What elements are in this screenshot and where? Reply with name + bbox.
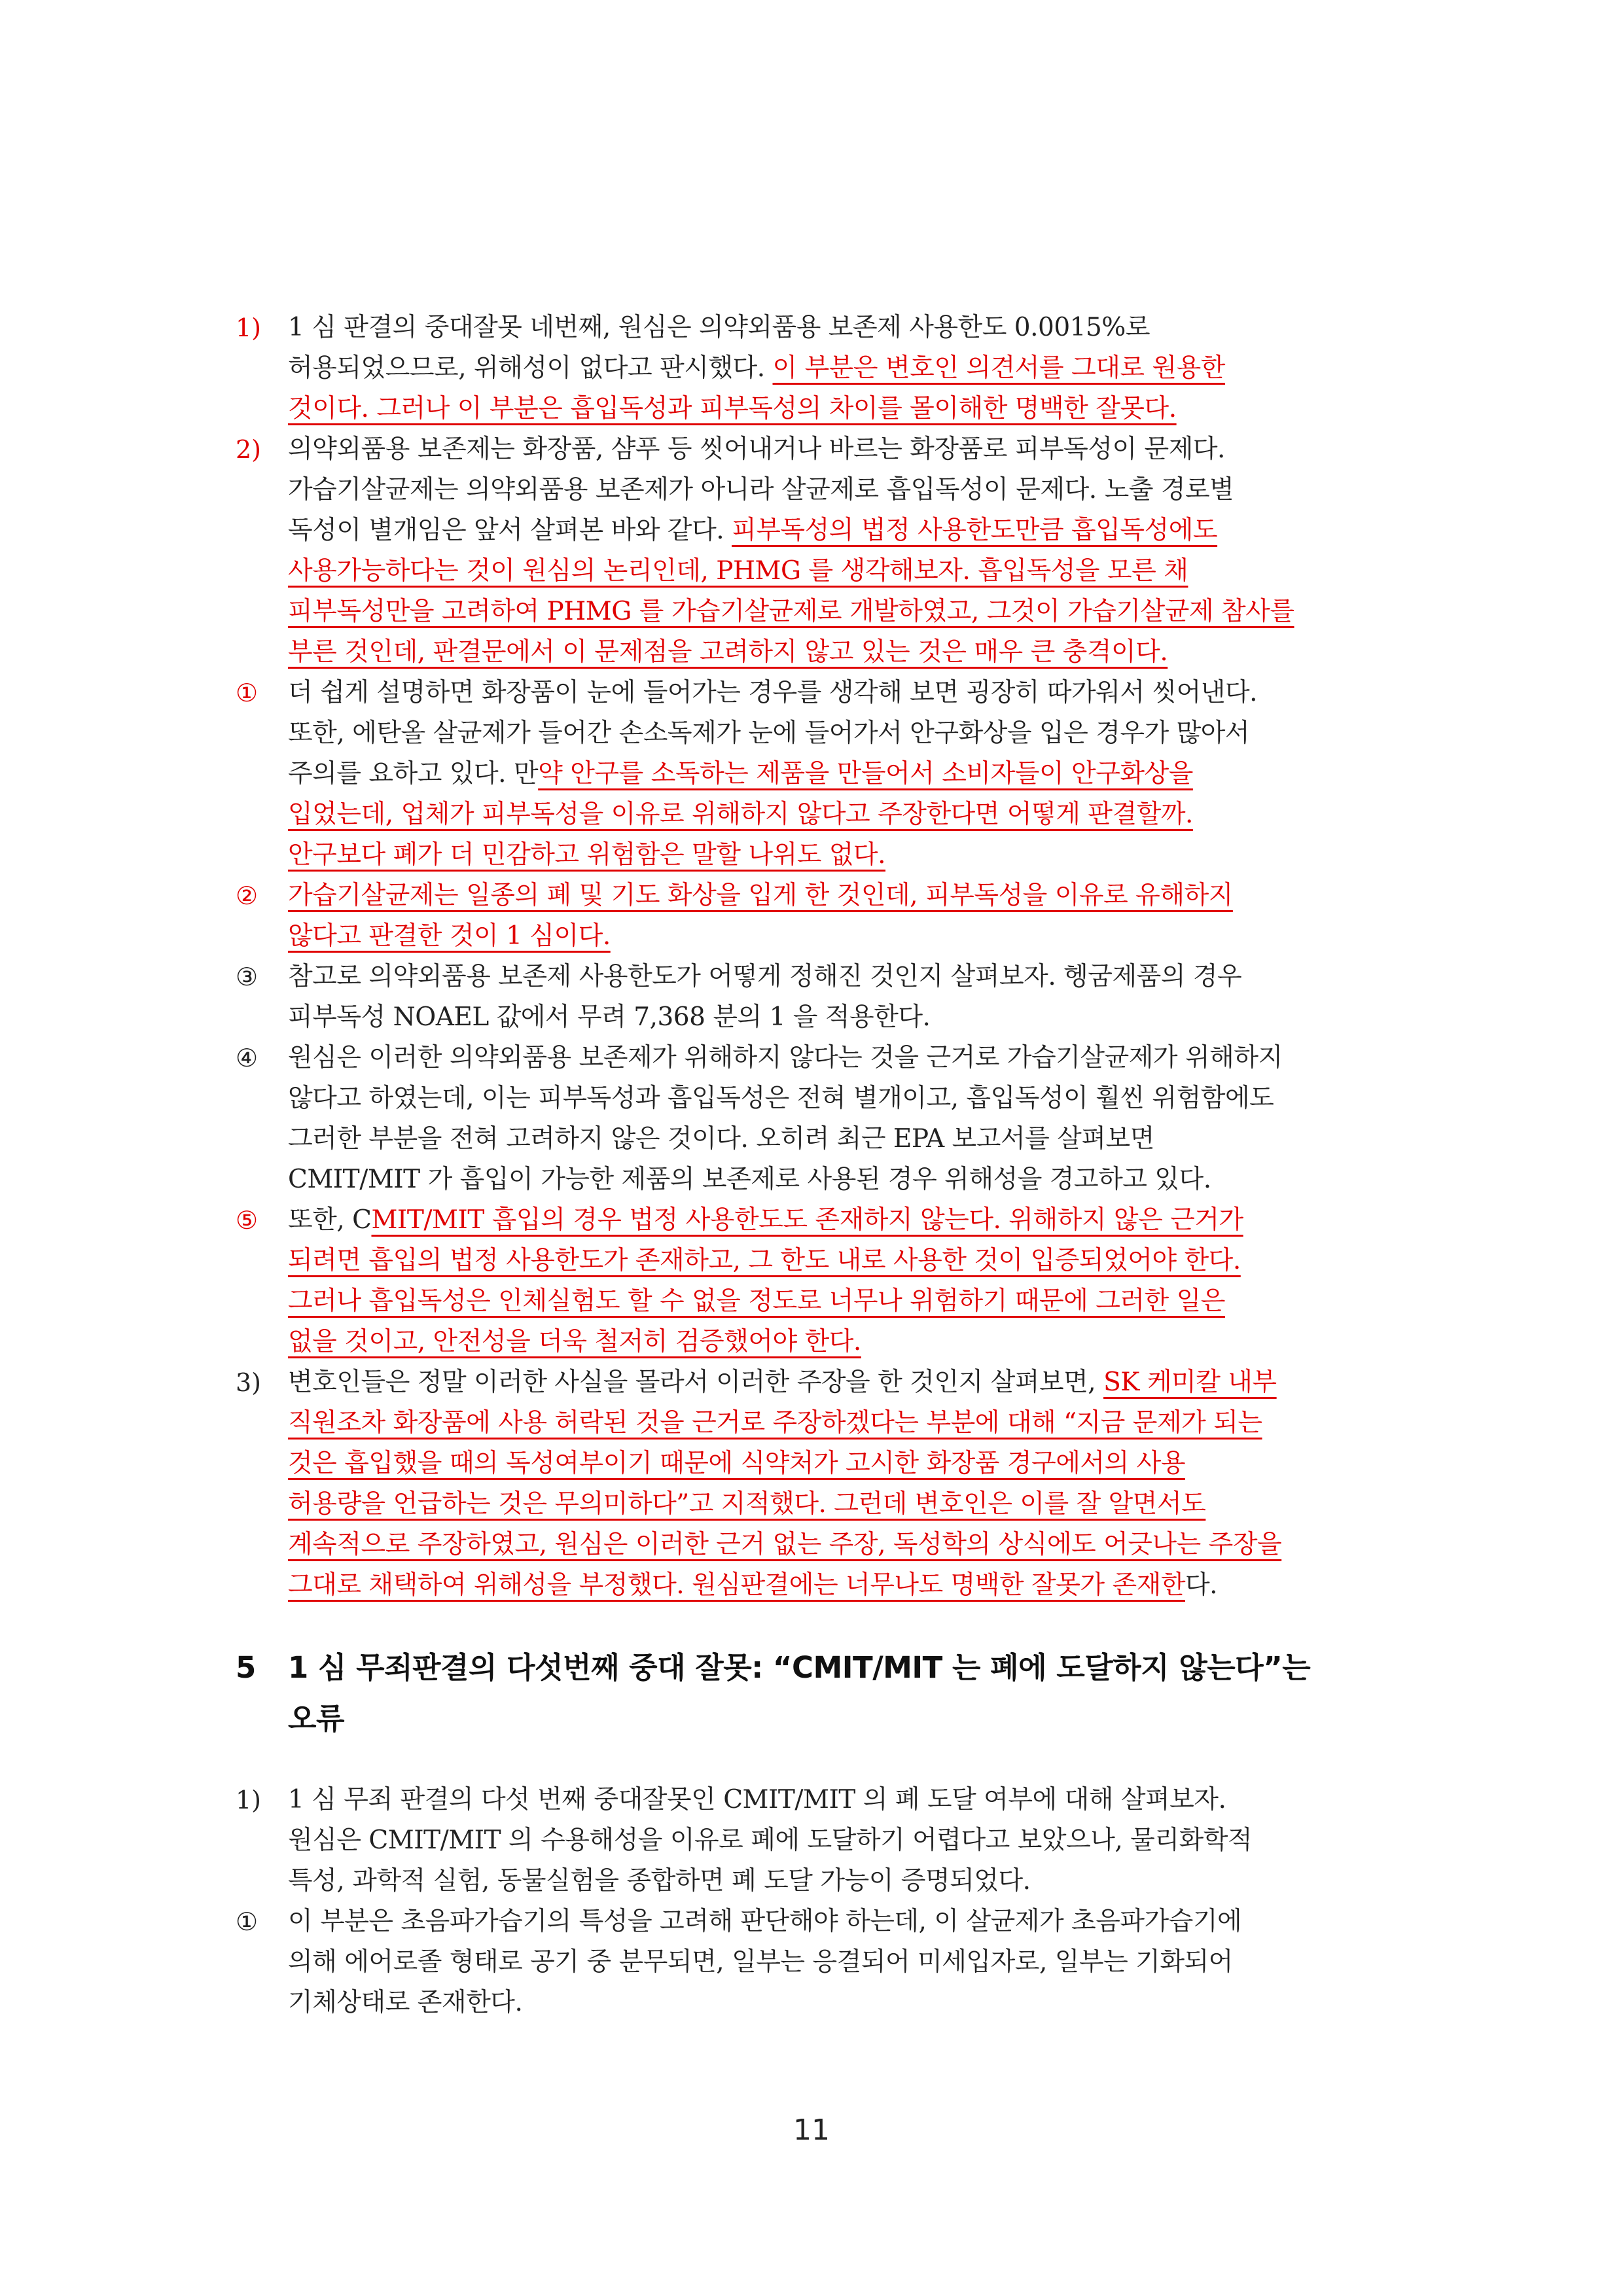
section-number: 5: [236, 1650, 257, 1685]
text-line: [288, 1281, 1414, 1322]
list-block-2: [236, 1780, 1414, 2023]
list-item-text: [288, 957, 1414, 1038]
text-segment: 1 심 판결의 중대잘못 네번째, 원심은 의약외품용 보존제 사용한도 0.0015%로: [288, 313, 1150, 342]
highlighted-text: 것은 흡입했을 때의 독성여부이기 때문에 식약처가 고시한 화장품 경구에서의 사용: [288, 1449, 1185, 1478]
text-line: [288, 1200, 1414, 1241]
text-line: [288, 916, 1414, 957]
text-line: [288, 429, 1414, 470]
text-segment: CMIT/MIT 가 흡입이 가능한 제품의 보존제로 사용된 경우 위해성을 경고하고 있다.: [288, 1165, 1211, 1194]
text-segment: 변호인들은 정말 이러한 사실을 몰라서 이러한 주장을 한 것인지 살펴보면,: [288, 1368, 1104, 1397]
text-line: [288, 754, 1414, 794]
text-segment: 참고로 의약외품용 보존제 사용한도가 어떻게 정해진 것인지 살펴보자. 헹굼제품의 경우: [288, 962, 1242, 991]
highlighted-text: 사용가능하다는 것이 원심의 논리인데, PHMG 를 생각해보자. 흡입독성을 모른 채: [288, 556, 1188, 586]
list-item-text: [288, 1780, 1414, 1901]
text-line: [288, 1403, 1414, 1443]
list-marker: ①: [236, 1907, 259, 1936]
text-segment: 가습기살균제는 의약외품용 보존제가 아니라 살균제로 흡입독성이 문제다. 노출 경로별: [288, 475, 1234, 504]
highlighted-text: 입었는데, 업체가 피부독성을 이유로 위해하지 않다고 주장한다면 어떻게 판결할까.: [288, 800, 1193, 829]
text-line: [288, 1820, 1414, 1861]
text-segment: 더 쉽게 설명하면 화장품이 눈에 들어가는 경우를 생각해 보면 굉장히 따가워서 씻어낸다.: [288, 678, 1258, 707]
text-line: [288, 713, 1414, 754]
text-line: [288, 1942, 1414, 1983]
highlighted-text: 없을 것이고, 안전성을 더욱 철저히 검증했어야 한다.: [288, 1327, 861, 1356]
list-item: [236, 1362, 1414, 1606]
list-item: [236, 1780, 1414, 1901]
text-line: [288, 1780, 1414, 1820]
text-line: [288, 1241, 1414, 1281]
text-segment: 의해 에어로졸 형태로 공기 중 분무되면, 일부는 응결되어 미세입자로, 일부는 기화되어: [288, 1947, 1233, 1977]
highlighted-text: SK 케미칼 내부: [1103, 1368, 1277, 1397]
highlighted-text: 피부독성만을 고려하여 PHMG 를 가습기살균제로 개발하였고, 그것이 가습기살균제 참사를: [288, 597, 1294, 626]
highlighted-text: MIT/MIT 흡입의 경우 법정 사용한도도 존재하지 않는다. 위해하지 않은 근거가: [371, 1205, 1243, 1235]
list-item-text: [288, 1200, 1414, 1362]
text-line: [288, 1525, 1414, 1565]
list-marker: 1): [236, 1786, 262, 1814]
text-line: [288, 308, 1414, 348]
text-line: [288, 1983, 1414, 2023]
section-title-line: 오류: [288, 1701, 344, 1736]
highlighted-text: 이 부분은 변호인 의견서를 그대로 원용한: [772, 353, 1225, 383]
text-line: [288, 592, 1414, 632]
text-line: [288, 1119, 1414, 1159]
text-line: [288, 1861, 1414, 1901]
text-line: [288, 1565, 1414, 1606]
list-marker: ③: [236, 963, 259, 991]
highlighted-text: 것이다. 그러나 이 부분은 흡입독성과 피부독성의 차이를 몰이해한 명백한 잘못다.: [288, 394, 1177, 423]
list-marker: 3): [236, 1368, 262, 1397]
text-line: [288, 794, 1414, 835]
text-line: [288, 997, 1414, 1038]
text-segment: 기체상태로 존재한다.: [288, 1988, 523, 2017]
text-segment: 특성, 과학적 실험, 동물실험을 종합하면 폐 도달 가능이 증명되었다.: [288, 1866, 1031, 1896]
text-line: [288, 1038, 1414, 1078]
list-item: [236, 875, 1414, 957]
text-line: [288, 1901, 1414, 1942]
highlighted-text: 직원조차 화장품에 사용 허락된 것을 근거로 주장하겠다는 부분에 대해 “지금 문제가 되는: [288, 1408, 1262, 1438]
text-segment: 의약외품용 보존제는 화장품, 샴푸 등 씻어내거나 바르는 화장품로 피부독성이 문제다.: [288, 434, 1225, 464]
list-item: [236, 1200, 1414, 1362]
text-segment: 허용되었으므로, 위해성이 없다고 판시했다.: [288, 353, 773, 383]
highlighted-text: 안구보다 폐가 더 민감하고 위험함은 말할 나위도 없다.: [288, 840, 886, 870]
list-item-text: [288, 875, 1414, 957]
section-title-line: 1 심 무죄판결의 다섯번째 중대 잘못: “CMIT/MIT 는 폐에 도달하지 않는다”는: [288, 1650, 1311, 1685]
text-line: [288, 957, 1414, 997]
list-item-text: [288, 308, 1414, 429]
list-marker: 2): [236, 435, 262, 464]
list-item-text: [288, 1901, 1414, 2023]
document-body: [236, 308, 1414, 2023]
text-line: [288, 875, 1414, 916]
list-item: [236, 429, 1414, 673]
text-line: [288, 1159, 1414, 1200]
text-segment: 그러한 부분을 전혀 고려하지 않은 것이다. 오히려 최근 EPA 보고서를 살펴보면: [288, 1124, 1154, 1154]
text-line: [288, 389, 1414, 429]
text-segment: 이 부분은 초음파가습기의 특성을 고려해 판단해야 하는데, 이 살균제가 초음파가습기에: [288, 1907, 1242, 1936]
text-line: [288, 835, 1414, 875]
list-item-text: [288, 429, 1414, 673]
text-segment: 않다고 하였는데, 이는 피부독성과 흡입독성은 전혀 별개이고, 흡입독성이 훨씬 위험함에도: [288, 1084, 1274, 1113]
text-line: [288, 551, 1414, 592]
page-number: 11: [793, 2113, 830, 2147]
list-item: [236, 1038, 1414, 1200]
list-marker: 1): [236, 313, 262, 342]
text-segment: 원심은 CMIT/MIT 의 수용해성을 이유로 폐에 도달하기 어렵다고 보았으나, 물리화학적: [288, 1826, 1253, 1855]
list-block-1: [236, 308, 1414, 1606]
text-line: [288, 1078, 1414, 1119]
list-item-text: [288, 1038, 1414, 1200]
text-line: [288, 1322, 1414, 1362]
list-item: [236, 957, 1414, 1038]
highlighted-text: 계속적으로 주장하였고, 원심은 이러한 근거 없는 주장, 독성학의 상식에도 어긋나는 주장을: [288, 1530, 1282, 1559]
section-title: [288, 1642, 1414, 1744]
text-line: [288, 1484, 1414, 1525]
text-line: [288, 348, 1414, 389]
text-line: [288, 470, 1414, 510]
text-line: [288, 673, 1414, 713]
highlighted-text: 가습기살균제는 일종의 폐 및 기도 화상을 입게 한 것인데, 피부독성을 이유로 유해하지: [288, 881, 1233, 910]
text-segment: 원심은 이러한 의약외품용 보존제가 위해하지 않다는 것을 근거로 가습기살균제가 위해하지: [288, 1043, 1283, 1072]
text-segment: 주의를 요하고 있다. 만: [288, 759, 539, 788]
highlighted-text: 허용량을 언급하는 것은 무의미하다”고 지적했다. 그런데 변호인은 이를 잘 알면서도: [288, 1489, 1206, 1519]
highlighted-text: 되려면 흡입의 법정 사용한도가 존재하고, 그 한도 내로 사용한 것이 입증되었어야 한다.: [288, 1246, 1241, 1275]
list-item: [236, 1901, 1414, 2023]
text-segment: 또한, C: [288, 1205, 372, 1235]
highlighted-text: 피부독성의 법정 사용한도만큼 흡입독성에도: [732, 516, 1218, 545]
highlighted-text: 부른 것인데, 판결문에서 이 문제점을 고려하지 않고 있는 것은 매우 큰 충격이다.: [288, 637, 1168, 667]
highlighted-text: 그러나 흡입독성은 인체실험도 할 수 없을 정도로 너무나 위험하기 때문에 그러한 일은: [288, 1286, 1225, 1316]
list-marker: ②: [236, 881, 259, 910]
list-item-text: [288, 673, 1414, 875]
list-item: [236, 673, 1414, 875]
list-marker: ④: [236, 1044, 259, 1072]
text-segment: 피부독성 NOAEL 값에서 무려 7,368 분의 1 을 적용한다.: [288, 1002, 931, 1032]
text-line: [288, 1443, 1414, 1484]
list-item-text: [288, 1362, 1414, 1606]
list-item: [236, 308, 1414, 429]
highlighted-text: 그대로 채택하여 위해성을 부정했다. 원심판결에는 너무나도 명백한 잘못가 존재한: [288, 1570, 1185, 1600]
text-line: [288, 510, 1414, 551]
highlighted-text: 않다고 판결한 것이 1 심이다.: [288, 921, 611, 951]
list-marker: ⑤: [236, 1206, 259, 1235]
section-heading: [236, 1642, 1414, 1744]
text-line: [288, 632, 1414, 673]
text-segment: 또한, 에탄올 살균제가 들어간 손소독제가 눈에 들어가서 안구화상을 입은 경우가 많아서: [288, 718, 1250, 748]
text-segment: 독성이 별개임은 앞서 살펴본 바와 같다.: [288, 516, 732, 545]
text-segment: 다.: [1185, 1570, 1218, 1600]
list-marker: ①: [236, 679, 259, 707]
text-segment: 1 심 무죄 판결의 다섯 번째 중대잘못인 CMIT/MIT 의 폐 도달 여부에 대해 살펴보자.: [288, 1785, 1226, 1814]
text-line: [288, 1362, 1414, 1403]
highlighted-text: 약 안구를 소독하는 제품을 만들어서 소비자들이 안구화상을: [538, 759, 1193, 788]
